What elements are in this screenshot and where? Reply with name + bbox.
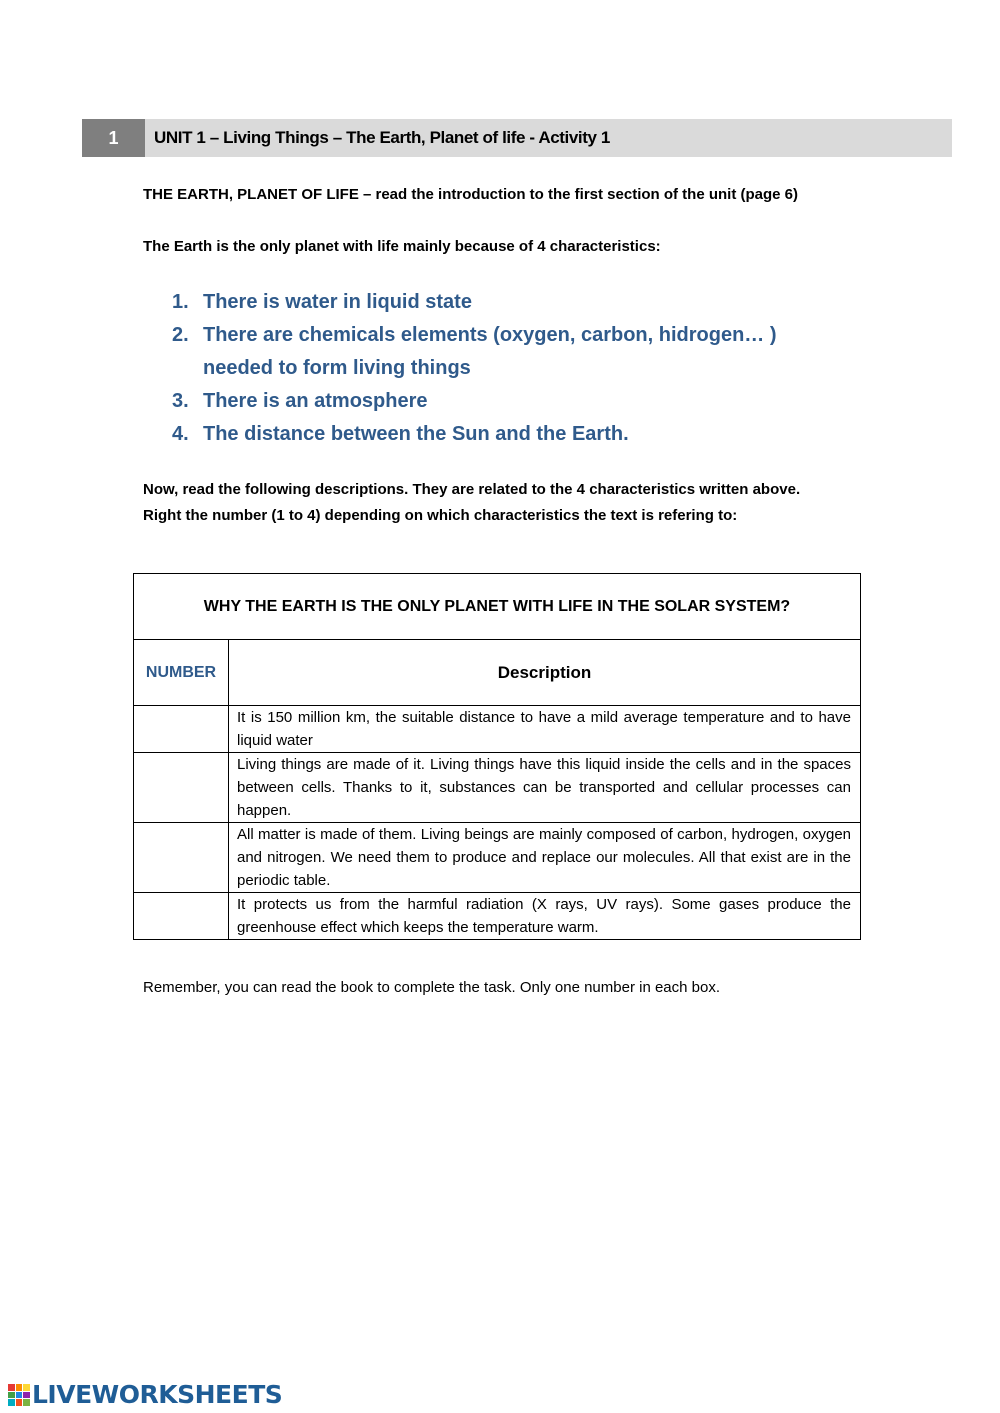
description-cell: Living things are made of it. Living things have this liquid inside the cells and in the spaces between cells. Thanks to it, substances can be transported and cellular processes can happen.	[229, 753, 861, 823]
intro-section-line: THE EARTH, PLANET OF LIFE – read the introduction to the first section of the unit (page 6)	[143, 186, 799, 203]
instructions-line-1: Now, read the following descriptions. They are related to the 4 characteristics written above.	[143, 481, 801, 498]
answer-input-2[interactable]	[134, 778, 232, 798]
answer-cell	[134, 893, 229, 940]
characteristics-list	[172, 286, 872, 451]
column-header-number: NUMBER	[134, 640, 229, 706]
table-row	[134, 893, 861, 940]
unit-header	[82, 119, 952, 157]
logo-grid-square	[16, 1399, 23, 1406]
logo-grid-square	[8, 1399, 15, 1406]
answer-input-4[interactable]	[134, 906, 232, 926]
characteristic-number: 4.	[172, 423, 189, 445]
answer-cell	[134, 823, 229, 893]
characteristic-item	[172, 418, 872, 451]
logo-grid-square	[23, 1384, 30, 1391]
table-row	[134, 753, 861, 823]
intro-characteristics-line: The Earth is the only planet with life mainly because of 4 characteristics:	[143, 238, 661, 255]
instructions-line-2: Right the number (1 to 4) depending on which characteristics the text is refering to:	[143, 507, 738, 524]
characteristic-text: There is water in liquid state	[203, 291, 472, 313]
logo-grid-square	[23, 1392, 30, 1399]
unit-number-badge: 1	[82, 119, 145, 157]
characteristic-number: 2.	[172, 324, 189, 346]
characteristic-number: 1.	[172, 291, 189, 313]
description-cell: All matter is made of them. Living beings are mainly composed of carbon, hydrogen, oxygen and nitrogen. We need them to produce and replace our molecules. All that exist are in the periodic table.	[229, 823, 861, 893]
unit-title: UNIT 1 – Living Things – The Earth, Planet of life - Activity 1	[154, 128, 610, 147]
reminder-text: Remember, you can read the book to complete the task. Only one number in each box.	[143, 979, 720, 996]
characteristic-text: The distance between the Sun and the Earth.	[203, 423, 629, 445]
column-header-description: Description	[229, 640, 861, 706]
characteristic-item	[172, 319, 872, 385]
logo-grid-icon	[8, 1384, 30, 1406]
characteristic-text: There are chemicals elements (oxygen, carbon, hidrogen… )	[203, 324, 777, 346]
characteristic-text-continued: needed to form living things	[203, 357, 471, 379]
description-cell: It is 150 million km, the suitable distance to have a mild average temperature and to have liquid water	[229, 706, 861, 753]
logo-grid-square	[16, 1384, 23, 1391]
table-row	[134, 823, 861, 893]
answer-cell	[134, 706, 229, 753]
characteristic-number: 3.	[172, 390, 189, 412]
logo-grid-square	[23, 1399, 30, 1406]
answer-input-1[interactable]	[134, 719, 232, 739]
characteristic-text: There is an atmosphere	[203, 390, 428, 412]
liveworksheets-logo	[8, 1381, 282, 1409]
description-cell: It protects us from the harmful radiation (X rays, UV rays). Some gases produce the greenhouse effect which keeps the temperature warm.	[229, 893, 861, 940]
characteristic-item	[172, 286, 872, 319]
logo-text: LIVEWORKSHEETS	[32, 1380, 283, 1409]
answer-input-3[interactable]	[134, 848, 232, 868]
characteristic-item	[172, 385, 872, 418]
logo-grid-square	[8, 1392, 15, 1399]
table-row	[134, 706, 861, 753]
logo-grid-square	[16, 1392, 23, 1399]
logo-grid-square	[8, 1384, 15, 1391]
activity-table	[133, 573, 861, 940]
answer-cell	[134, 753, 229, 823]
table-caption: WHY THE EARTH IS THE ONLY PLANET WITH LIFE IN THE SOLAR SYSTEM?	[134, 574, 861, 640]
